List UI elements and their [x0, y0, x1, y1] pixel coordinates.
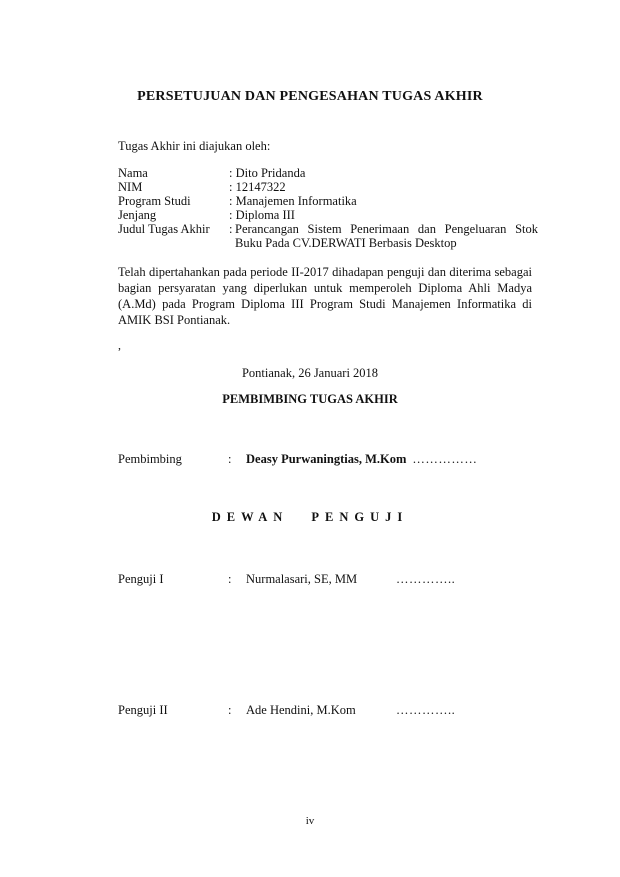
advisor-label: Pembimbing [118, 452, 182, 466]
info-colon-thesis-title: : [229, 222, 233, 236]
info-row-program [118, 194, 538, 208]
advisor-name: Deasy Purwaningtias, M.Kom [246, 452, 407, 466]
info-label-nim: NIM [118, 180, 143, 194]
info-value-level: : Diploma III [229, 208, 295, 222]
examiner-2-colon: : [228, 703, 232, 717]
intro-text: Tugas Akhir ini diajukan oleh: [118, 139, 271, 153]
examiner-1-signature-row [118, 572, 455, 587]
info-label-thesis-title: Judul Tugas Akhir [118, 222, 210, 236]
place-date-line: Pontianak, 26 Januari 2018 [241, 366, 379, 380]
info-label-level: Jenjang [118, 208, 157, 222]
examiner-2-label: Penguji II [118, 703, 168, 717]
info-row-level [118, 208, 538, 222]
info-value-nim: : 12147322 [229, 180, 286, 194]
examiner-1-name: Nurmalasari, SE, MM [246, 572, 358, 586]
examiner-1-colon: : [228, 572, 232, 586]
page-title: PERSETUJUAN DAN PENGESAHAN TUGAS AKHIR [137, 89, 483, 104]
examiner-2-signature-line: ………….. [396, 703, 456, 717]
page-number: iv [305, 815, 315, 827]
info-label-name: Nama [118, 166, 148, 180]
info-value-program: : Manajemen Informatika [229, 194, 357, 208]
approval-paragraph: Telah dipertahankan pada periode II-2017 dihadapan penguji dan diterima sebagai bagian persyaratan yang diperlukan untuk memperoleh Diploma Ahli Madya (A.Md) pada Program Diploma III Program Studi Manajemen Informatika di AMIK BSI Pontianak. [118, 265, 532, 327]
advisor-signature-line: …………… [412, 452, 478, 466]
advisor-signature-row [118, 452, 477, 467]
info-label-program: Program Studi [118, 194, 191, 208]
info-row-name [118, 166, 538, 180]
examiner-board-heading: DEWAN PENGUJI [211, 510, 409, 524]
advisor-colon: : [228, 452, 232, 466]
examiner-1-signature-line: ………….. [396, 572, 456, 586]
advisor-section-heading: PEMBIMBING TUGAS AKHIR [222, 392, 398, 406]
student-info-table [118, 166, 538, 250]
info-value-name: : Dito Pridanda [229, 166, 306, 180]
info-row-thesis-title [118, 222, 538, 250]
info-row-nim [118, 180, 538, 194]
info-value-thesis-title: Perancangan Sistem Penerimaan dan Pengeluaran Stok Buku Pada CV.DERWATI Berbasis Desktop [235, 222, 538, 250]
stray-comma-mark: , [118, 338, 121, 352]
examiner-1-label: Penguji I [118, 572, 164, 586]
examiner-2-name: Ade Hendini, M.Kom [246, 703, 356, 717]
examiner-2-signature-row [118, 703, 455, 718]
